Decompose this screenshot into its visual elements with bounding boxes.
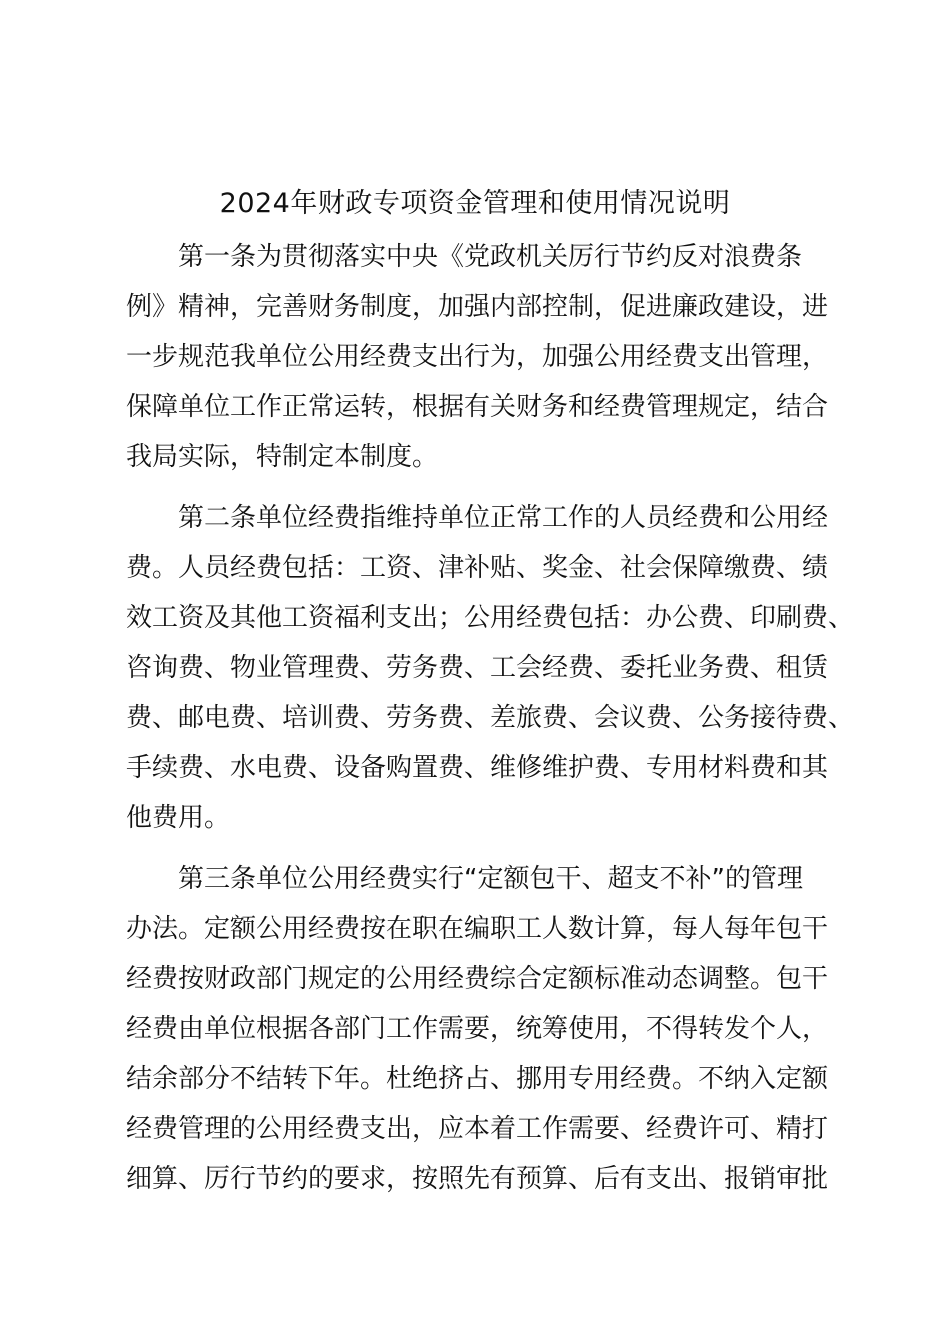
paragraph-line: 我局实际，特制定本制度。 (126, 442, 439, 472)
paragraph-line: 第三条单位公用经费实行“定额包干、超支不补”的管理 (178, 864, 803, 894)
paragraph-line: 费、邮电费、培训费、劳务费、差旅费、会议费、公务接待费、 (126, 703, 855, 733)
paragraph-line: 第一条为贯彻落实中央《党政机关厉行节约反对浪费条 (178, 242, 803, 272)
paragraph-line: 经费由单位根据各部门工作需要，统筹使用，不得转发个人， (126, 1014, 829, 1044)
paragraph-line: 手续费、水电费、设备购置费、维修维护费、专用材料费和其 (126, 753, 829, 783)
paragraph-line: 他费用。 (126, 803, 231, 833)
paragraph-line: 效工资及其他工资福利支出；公用经费包括：办公费、印刷费、 (126, 603, 855, 633)
paragraph-article-1 (126, 232, 838, 482)
document-body (126, 232, 855, 1204)
paragraph-line: 一步规范我单位公用经费支出行为，加强公用经费支出管理， (126, 342, 829, 372)
document-title: 2024年财政专项资金管理和使用情况说明 (219, 188, 731, 219)
paragraph-line: 费。人员经费包括：工资、津补贴、奖金、社会保障缴费、绩 (126, 553, 829, 583)
paragraph-line: 咨询费、物业管理费、劳务费、工会经费、委托业务费、租赁 (126, 653, 829, 683)
paragraph-line: 保障单位工作正常运转，根据有关财务和经费管理规定，结合 (126, 392, 829, 422)
paragraph-line: 细算、厉行节约的要求，按照先有预算、后有支出、报销审批 (126, 1164, 829, 1194)
paragraph-article-2 (126, 493, 855, 843)
paragraph-article-3 (126, 854, 838, 1204)
paragraph-line: 结余部分不结转下年。杜绝挤占、挪用专用经费。不纳入定额 (126, 1064, 829, 1094)
paragraph-line: 例》精神，完善财务制度，加强内部控制，促进廉政建设，进 (126, 292, 829, 322)
paragraph-line: 第二条单位经费指维持单位正常工作的人员经费和公用经 (178, 503, 829, 533)
paragraph-line: 办法。定额公用经费按在职在编职工人数计算，每人每年包干 (126, 914, 829, 944)
paragraph-line: 经费管理的公用经费支出，应本着工作需要、经费许可、精打 (126, 1114, 829, 1144)
paragraph-line: 经费按财政部门规定的公用经费综合定额标准动态调整。包干 (126, 964, 829, 994)
